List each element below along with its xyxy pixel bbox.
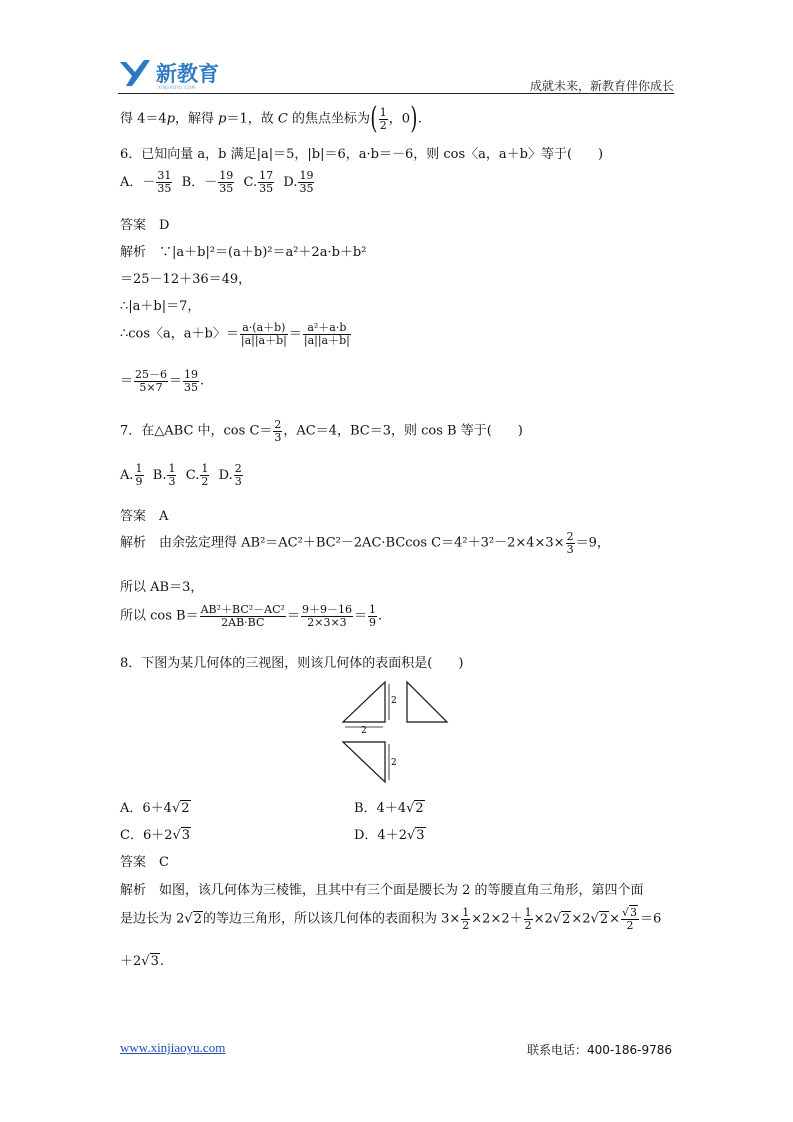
question-6-solution-4: ∴cos〈a，a＋b〉＝ $\frac{a\cdot(a+b)}{|a||a+b|}$ ＝ $\frac{\text{a²＋a·b}}{|a||a+b|}$ — [120, 321, 350, 347]
dimension-label-height: 2 — [391, 696, 397, 706]
question-7-options — [120, 463, 244, 487]
header-slogan: 成就未来，新教育伴你成长 — [529, 79, 674, 93]
option-c[interactable]: C．6＋2√3 — [120, 828, 191, 843]
front-view-triangle — [343, 682, 385, 722]
footer-phone: 联系电话：400-186-9786 — [526, 1043, 672, 1057]
option-b[interactable]: B．4＋4√2 — [354, 801, 424, 816]
dimension-label-depth: 2 — [391, 758, 397, 768]
question-6-solution-3: ∴|a＋b|＝7， — [120, 299, 201, 314]
option-d[interactable]: D. $\frac{19}{35}$ — [283, 169, 314, 195]
option-b[interactable]: B. $\frac{1}{3}$ — [152, 462, 176, 488]
option-b[interactable]: B．－ $\frac{19}{35}$ — [181, 169, 234, 195]
question-6-answer: 答案 D — [120, 218, 170, 233]
question-8-answer: 答案 C — [120, 855, 169, 870]
logo-subtext: XINJIAOYU.COM — [158, 85, 196, 90]
option-d[interactable]: D．4＋2√3 — [354, 828, 425, 843]
option-a[interactable]: A. $\frac{1}{9}$ — [120, 462, 143, 488]
question-8-solution-2: 是边长为 2√2的等边三角形，所以该几何体的表面积为 3× $\frac{1}{2}$ ×2×2＋ $\frac{1}{2}$ ×2√2×2√2× $\frac{√3}{2}$ ＝6 — [120, 906, 662, 932]
question-6-solution-5: ＝ $\frac{25-6}{5\times 7}$ ＝ $\frac{19}{35}$ . — [120, 368, 205, 394]
option-a[interactable]: A．－ $\frac{31}{35}$ — [120, 169, 172, 195]
question-6-options — [120, 170, 315, 194]
footer-website-link[interactable]: www.xinjiaoyu.com — [120, 1040, 226, 1055]
text-line-parabola: 得 4＝4p，解得 p＝1，故 C 的焦点坐标为( $\frac{1}{2}$ ，0). — [120, 101, 422, 136]
three-view-figure — [337, 676, 467, 796]
question-6-solution-1: 解析 ∵|a＋b|²＝(a＋b)²＝a²＋2a·b＋b² — [120, 245, 367, 260]
option-c[interactable]: C. $\frac{17}{35}$ — [243, 169, 274, 195]
question-8-solution-1: 解析 如图，该几何体为三棱锥，且其中有三个面是腰长为 2 的等腰直角三角形，第四个面 — [120, 883, 644, 898]
question-8-solution-3: ＋2√3. — [120, 954, 164, 969]
logo-text: 新教育 — [156, 62, 219, 86]
question-7-answer: 答案 A — [120, 509, 169, 524]
option-c[interactable]: C. $\frac{1}{2}$ — [185, 462, 209, 488]
question-6-solution-2: ＝25－12＋36＝49， — [120, 272, 252, 287]
question-7-stem: 7．在△ABC 中，cos C＝ $\frac{2}{3}$ ，AC＝4，BC＝3，则 cos B 等于( ) — [120, 418, 523, 444]
top-view-triangle — [343, 742, 385, 782]
option-d[interactable]: D. $\frac{2}{3}$ — [218, 462, 242, 488]
option-a[interactable]: A．6＋4√2 — [120, 801, 190, 816]
question-8-stem: 8．下图为某几何体的三视图，则该几何体的表面积是( ) — [120, 656, 464, 671]
question-7-solution-1: 解析 由余弦定理得 AB²＝AC²＋BC²－2AC·BCcos C＝4²＋3²－2×4×3× $\frac{2}{3}$ ＝9， — [120, 530, 610, 556]
logo-mark-icon — [118, 58, 154, 88]
question-7-solution-3: 所以 cos B＝ $\frac{\text{AB²＋BC²－AC²}}{2AB\cdot BC}$ ＝ $\frac{9+9-16}{2\times 3\times 3}$ ＝ $\frac{1}{9}$ . — [120, 603, 383, 629]
header-divider — [118, 93, 674, 94]
question-6-stem: 6．已知向量 a，b 满足|a|＝5，|b|＝6，a·b＝－6，则 cos〈a，a＋b〉等于( ) — [120, 147, 604, 162]
dimension-label-width: 2 — [361, 726, 367, 736]
side-view-triangle — [407, 682, 447, 722]
question-7-solution-2: 所以 AB＝3， — [120, 580, 204, 595]
